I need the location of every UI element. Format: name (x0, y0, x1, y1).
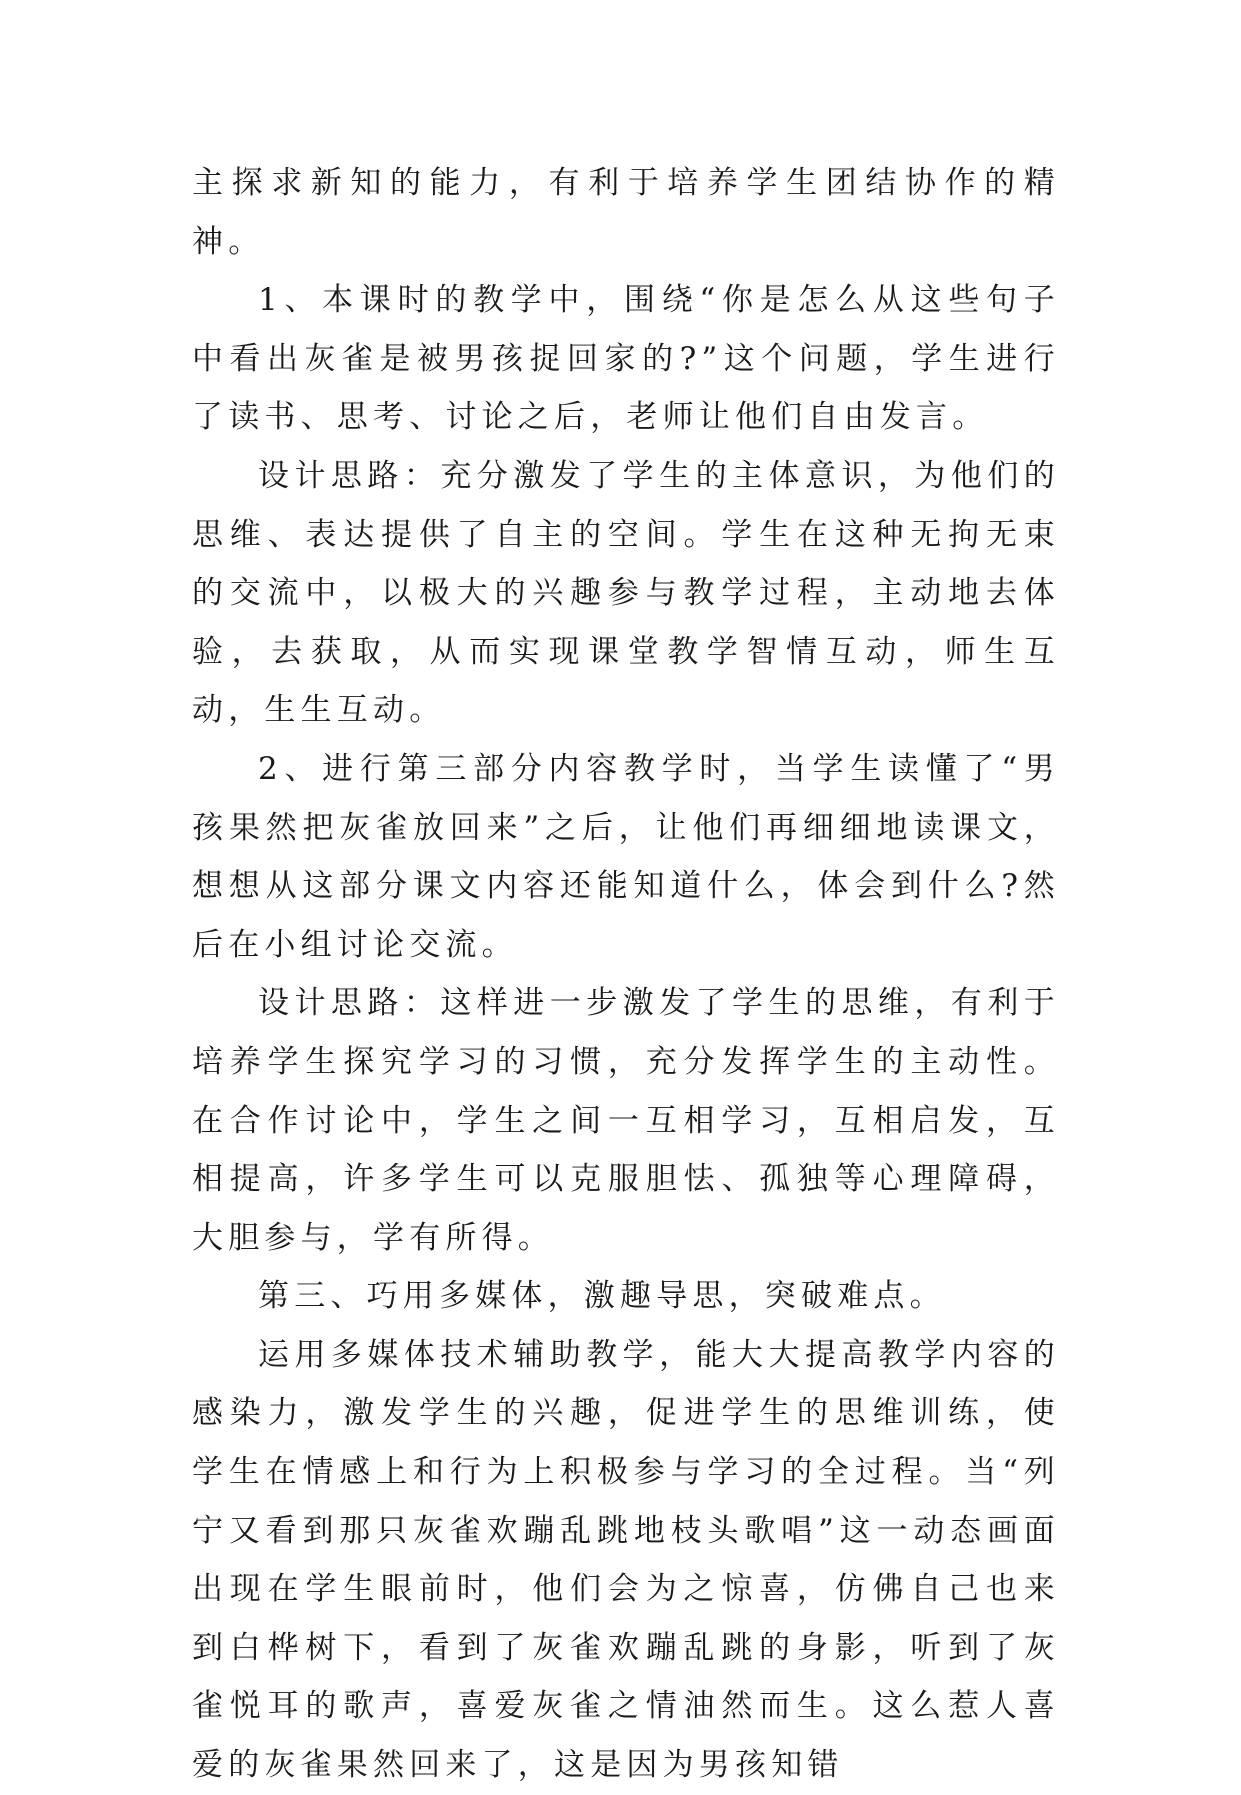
paragraph-6: 第三、巧用多媒体，激趣导思，突破难点。 (258, 1278, 946, 1315)
paragraph-2: 1、本课时的教学中，围绕“你是怎么从这些句子中看出灰雀是被男孩捉回家的?”这个问题，学生进行了读书、思考、讨论之后，老师让他们自由发言。 (192, 282, 1060, 436)
paragraph-4: 2、进行第三部分内容教学时，当学生读懂了“男孩果然把灰雀放回来”之后，让他们再细细地读课文，想想从这部分课文内容还能知道什么，体会到什么?然后在小组讨论交流。 (192, 750, 1060, 963)
paragraph-7: 运用多媒体技术辅助教学，能大大提高教学内容的感染力，激发学生的兴趣，促进学生的思维训练，使学生在情感上和行为上积极参与学习的全过程。当“列宁又看到那只灰雀欢蹦乱跳地枝头歌唱”这一动态画面出现在学生眼前时，他们会为之惊喜，仿佛自己也来到白桦树下，看到了灰雀欢蹦乱跳的身影，听到了灰雀悦耳的歌声，喜爱灰雀之情油然而生。这么惹人喜爱的灰雀果然回来了，这是因为男孩知错 (192, 1336, 1060, 1784)
paragraph-1: 主探求新知的能力，有利于培养学生团结协作的精神。 (192, 165, 1060, 260)
paragraph-5: 设计思路：这样进一步激发了学生的思维，有利于培养学生探究学习的习惯，充分发挥学生的主动性。在合作讨论中，学生之间一互相学习，互相启发，互相提高，许多学生可以克服胆怯、孤独等心理障碍，大胆参与，学有所得。 (192, 985, 1060, 1256)
paragraph-3: 设计思路：充分激发了学生的主体意识，为他们的思维、表达提供了自主的空间。学生在这种无拘无束的交流中，以极大的兴趣参与教学过程，主动地去体验，去获取，从而实现课堂教学智情互动，师生互动，生生互动。 (192, 457, 1060, 729)
document-page (192, 154, 1060, 1795)
